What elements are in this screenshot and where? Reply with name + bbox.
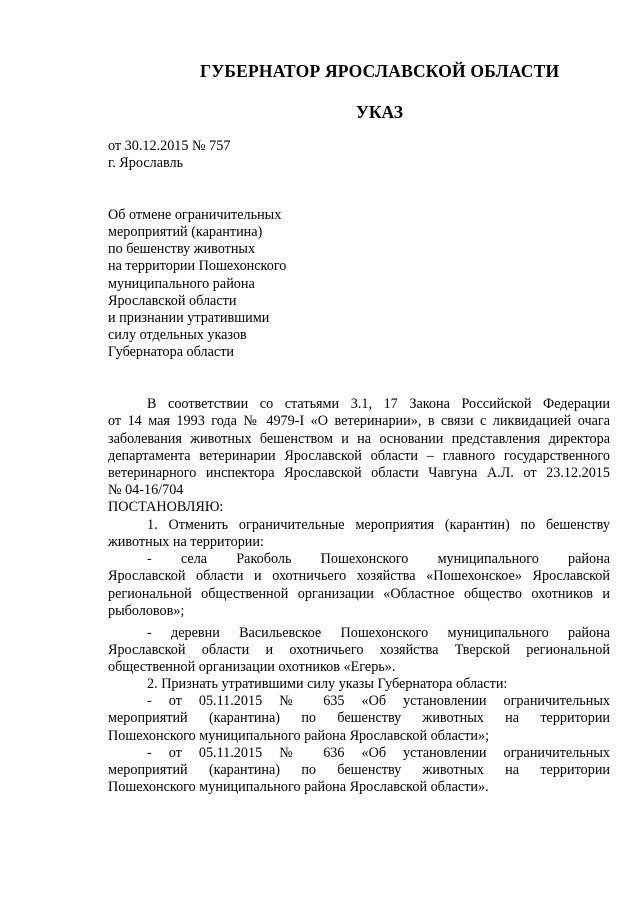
list-item: - от 05.11.2015 № 636 «Об установлении ограничительных xyxy=(147,745,610,761)
authority-heading: ГУБЕРНАТОР ЯРОСЛАВСКОЙ ОБЛАСТИ xyxy=(200,61,560,81)
decree-date-number: от 30.12.2015 № 757 xyxy=(108,138,231,154)
body-line: Пошехонского муниципального района Ярославской области»; xyxy=(108,728,490,744)
body-line: животных на территории: xyxy=(108,534,264,550)
body-line: В соответствии со статьями 3.1, 17 Закона Российской Федерации xyxy=(147,396,610,412)
subject-line: мероприятий (карантина) xyxy=(108,224,263,240)
subject-line: Об отмене ограничительных xyxy=(108,207,282,223)
list-item: - от 05.11.2015 № 635 «Об установлении ограничительных xyxy=(147,693,610,709)
body-line: Ярославской области и охотничьего хозяйства Тверской региональной xyxy=(108,642,610,658)
body-line: № 04-16/704 xyxy=(108,482,184,498)
body-line: департамента ветеринарии Ярославской области – главного государственного xyxy=(108,448,610,464)
subject-line: на территории Пошехонского xyxy=(108,258,287,274)
item-2: 2. Признать утратившими силу указы Губернатора области: xyxy=(147,676,508,692)
body-line: общественной организации охотников «Егерь». xyxy=(108,659,396,675)
item-1: 1. Отменить ограничительные мероприятия (карантин) по бешенству xyxy=(147,517,610,533)
decree-place: г. Ярославль xyxy=(108,155,184,171)
body-line: заболевания животных бешенством и на основании представления директора xyxy=(108,431,610,447)
subject-line: и признании утратившими xyxy=(108,310,270,326)
subject-line: силу отдельных указов xyxy=(108,327,247,343)
subject-line: по бешенству животных xyxy=(108,241,256,257)
resolution-word: ПОСТАНОВЛЯЮ: xyxy=(108,499,224,515)
subject-line: Ярославской области xyxy=(108,293,237,309)
body-line: мероприятий (карантина) по бешенству животных на территории xyxy=(108,710,610,726)
list-item: - деревни Васильевское Пошехонского муниципального района xyxy=(147,625,610,641)
list-item: - села Ракоболь Пошехонского муниципального района xyxy=(147,551,610,567)
body-line: региональной общественной организации «Областное общество охотников и xyxy=(108,586,610,602)
body-line: рыболовов»; xyxy=(108,603,185,619)
subject-line: муниципального района xyxy=(108,276,255,292)
body-line: от 14 мая 1993 года № 4979-I «О ветеринарии», в связи с ликвидацией очага xyxy=(108,413,610,429)
subject-line: Губернатора области xyxy=(108,344,234,360)
document-type-heading: УКАЗ xyxy=(356,102,403,122)
body-line: Пошехонского муниципального района Ярославской области». xyxy=(108,779,489,795)
body-line: мероприятий (карантина) по бешенству животных на территории xyxy=(108,762,610,778)
body-line: ветеринарного инспектора Ярославской области Чавгуна А.Л. от 23.12.2015 xyxy=(108,465,610,481)
body-line: Ярославской области и охотничьего хозяйства «Пошехонское» Ярославской xyxy=(108,568,610,584)
